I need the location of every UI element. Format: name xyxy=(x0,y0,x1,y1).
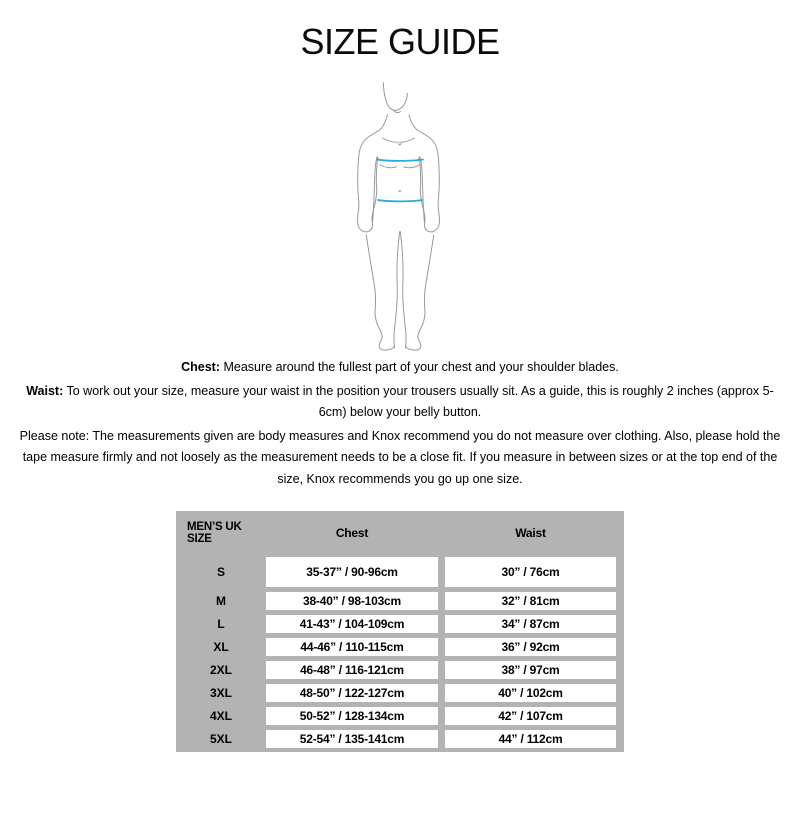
column-gap xyxy=(438,557,445,587)
column-gap xyxy=(616,707,624,725)
column-gap xyxy=(616,661,624,679)
column-gap xyxy=(438,592,445,610)
chest-cell: 46-48” / 116-121cm xyxy=(266,661,438,679)
size-cell: M xyxy=(216,594,226,608)
measurement-lines xyxy=(377,160,423,202)
column-gap xyxy=(616,684,624,702)
please-note-text: Please note: The measurements given are body measures and Knox recommend you do not measure over clothing. Also, please hold the tape measure firmly and not loosely as the measurement needs to be a close fit. If you measure in between sizes or at the top end of the size, Knox recommends you go up one size. xyxy=(19,428,781,486)
waist-cell: 30” / 76cm xyxy=(445,557,616,587)
column-header-waist: Waist xyxy=(515,526,546,540)
column-gap xyxy=(616,557,624,587)
column-gap xyxy=(616,730,624,748)
chest-cell: 38-40” / 98-103cm xyxy=(266,592,438,610)
size-cell: L xyxy=(217,617,225,631)
table-row xyxy=(176,638,624,656)
table-row xyxy=(176,730,624,748)
waist-cell: 40” / 102cm xyxy=(445,684,616,702)
table-row xyxy=(176,707,624,725)
size-cell: XL xyxy=(213,640,229,654)
waist-cell: 38” / 97cm xyxy=(445,661,616,679)
chest-cell: 48-50” / 122-127cm xyxy=(266,684,438,702)
waist-instruction-text: To work out your size, measure your waist in the position your trousers usually sit. As a guide, this is roughly 2 inches (approx 5-6cm) below your belly button. xyxy=(63,383,774,419)
size-cell: 4XL xyxy=(209,709,232,723)
waist-measure-line xyxy=(378,200,422,201)
size-guide-page xyxy=(0,21,800,821)
table-row xyxy=(176,592,624,610)
chest-cell: 35-37” / 90-96cm xyxy=(266,557,438,587)
page-title: SIZE GUIDE xyxy=(300,21,500,62)
column-gap xyxy=(616,638,624,656)
column-gap xyxy=(616,615,624,633)
size-cell: S xyxy=(216,565,225,579)
column-gap xyxy=(438,707,445,725)
waist-cell: 34” / 87cm xyxy=(445,615,616,633)
column-gap xyxy=(438,684,445,702)
table-row xyxy=(176,615,624,633)
waist-instruction-label: Waist: xyxy=(26,383,64,398)
size-cell: 5XL xyxy=(209,732,232,746)
waist-cell: 36” / 92cm xyxy=(445,638,616,656)
please-note xyxy=(17,426,783,491)
chest-cell: 41-43” / 104-109cm xyxy=(266,615,438,633)
chest-cell: 52-54” / 135-141cm xyxy=(266,730,438,748)
column-gap xyxy=(438,730,445,748)
table-row xyxy=(176,661,624,679)
waist-cell: 44” / 112cm xyxy=(445,730,616,748)
chest-cell: 44-46” / 110-115cm xyxy=(266,638,438,656)
column-header-size: MEN’S UK SIZE xyxy=(187,521,242,545)
chest-cell: 50-52” / 128-134cm xyxy=(266,707,438,725)
chest-measure-line xyxy=(377,160,423,161)
column-header-chest: Chest xyxy=(335,526,369,540)
size-table-header xyxy=(176,511,624,555)
measurement-instructions xyxy=(17,357,783,490)
waist-cell: 42” / 107cm xyxy=(445,707,616,725)
chest-instruction xyxy=(17,357,783,379)
column-gap xyxy=(438,661,445,679)
body-outline-illustration xyxy=(339,80,461,352)
column-gap xyxy=(438,638,445,656)
body-measurement-figure xyxy=(339,80,461,352)
waist-instruction xyxy=(17,381,783,424)
chest-instruction-text: Measure around the fullest part of your chest and your shoulder blades. xyxy=(220,360,619,374)
body-outline xyxy=(358,83,440,350)
waist-cell: 32” / 81cm xyxy=(445,592,616,610)
table-row xyxy=(176,684,624,702)
size-cell: 3XL xyxy=(209,686,232,700)
chest-instruction-label: Chest: xyxy=(181,360,221,374)
table-row xyxy=(176,557,624,587)
size-cell: 2XL xyxy=(209,663,232,677)
column-gap xyxy=(438,615,445,633)
size-table xyxy=(176,511,624,752)
column-gap xyxy=(616,592,624,610)
